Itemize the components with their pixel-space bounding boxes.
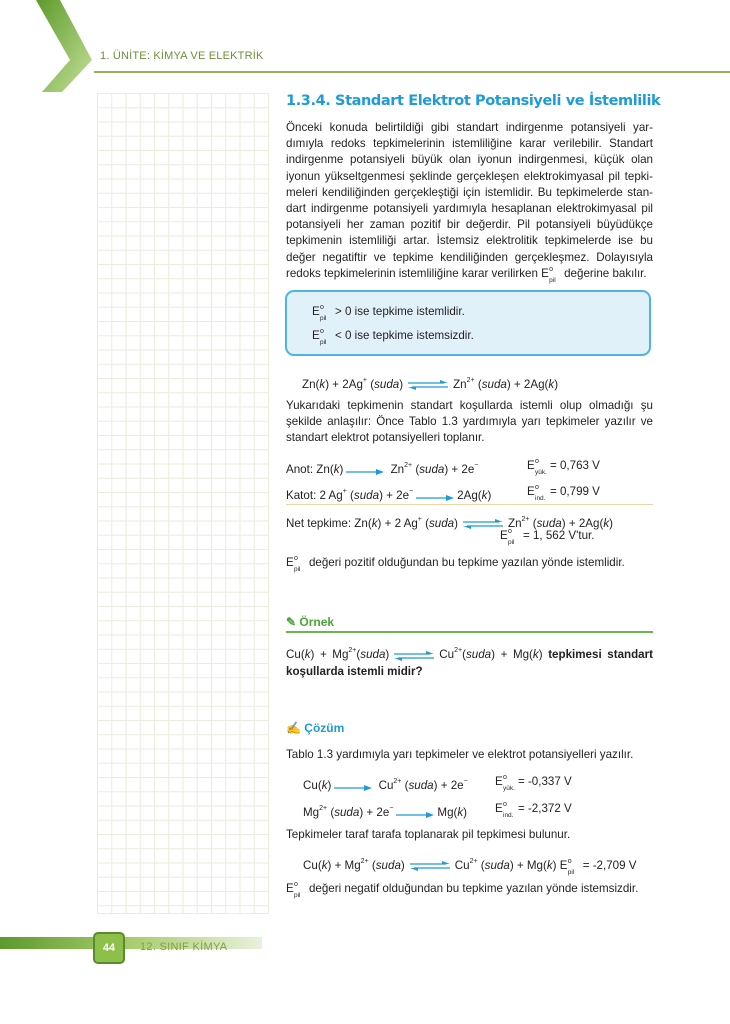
formula-text: suda <box>481 378 507 391</box>
equilibrium-arrow-icon <box>394 650 434 660</box>
text-line: indirgenme potansiyeli büyük olan iyonun indirgenmesi, küçük olan <box>286 153 653 167</box>
formula-text: Katot: 2 Ag <box>286 489 343 502</box>
reduction-half-reaction <box>303 802 467 820</box>
formula-text: = 1, 562 V'tur. <box>519 529 595 542</box>
example-heading <box>286 615 334 629</box>
potential-subscript: yük. <box>503 785 515 792</box>
charge-superscript: 2+ <box>319 805 328 812</box>
formula-text: Cu <box>454 859 470 872</box>
formula-text: k <box>457 806 464 819</box>
potential-subscript: pil <box>508 539 515 546</box>
formula-text: ) <box>454 517 458 530</box>
formula-text: Cu <box>375 779 394 792</box>
degree-mark: o <box>567 858 572 865</box>
conclusion-positive <box>286 555 625 573</box>
text-line: Önceki konuda belirtildiği gibi standart indirgenme potansiyeli yar- <box>286 121 653 134</box>
total-reaction <box>303 855 637 876</box>
charge-superscript: 2+ <box>348 647 357 654</box>
potential-subscript: pil <box>320 339 327 346</box>
text-line: meleri kendiliğinden gerçekleştiği için istemlidir. Bu tepkimelerde stan- <box>286 185 653 199</box>
standard-potential-symbol: E o ind. <box>495 802 515 816</box>
formula-text: ) + Mg <box>327 859 361 872</box>
formula-text: k <box>603 517 610 530</box>
standard-potential-symbol: E o pil <box>286 882 306 896</box>
degree-mark: o <box>503 801 507 808</box>
charge-superscript: + <box>417 516 422 523</box>
formula-text: k <box>481 489 488 502</box>
example-divider <box>286 631 653 633</box>
equilibrium-arrow-icon <box>408 380 448 390</box>
potential-subscript: pil <box>549 276 556 284</box>
formula-text: k <box>548 378 555 391</box>
formula-text: ) <box>400 859 405 872</box>
equilibrium-arrow-icon <box>410 861 450 871</box>
degree-mark: o <box>535 484 539 491</box>
formula-text: redoks tepkimelerinin istemliliğine karar verilirken <box>286 266 542 280</box>
reaction-arrow-icon <box>416 492 454 500</box>
standard-potential-symbol: E o pil <box>560 859 580 873</box>
degree-mark: o <box>535 458 539 465</box>
charge-superscript: − <box>474 462 479 469</box>
formula-text: değeri pozitif olduğundan bu tepkime yazılan yönde istemlidir. <box>305 556 625 569</box>
rule-positive <box>312 304 465 322</box>
formula-text: = -2,372 V <box>514 802 572 815</box>
degree-mark: o <box>549 265 554 273</box>
oxidation-potential <box>495 774 572 792</box>
conclusion-negative <box>286 881 639 899</box>
rule-negative <box>312 328 474 346</box>
formula-text: Cu( <box>286 648 305 661</box>
example-question-line1 <box>286 643 653 663</box>
formula-text: k <box>319 378 326 391</box>
reaction-arrow-icon <box>396 809 434 817</box>
formula-text: ) <box>327 779 332 792</box>
formula-text: ) <box>339 463 344 476</box>
formula-text: Zn <box>453 378 467 391</box>
formula-text: ) + 2e <box>379 489 410 502</box>
formula-text: k <box>371 517 378 530</box>
formula-text: ( <box>368 859 376 872</box>
standard-potential-symbol: E o pil <box>541 266 561 282</box>
text-line <box>286 266 653 282</box>
edit-icon: ✍ <box>286 721 301 735</box>
charge-superscript: + <box>362 377 367 384</box>
potential-subscript: ind. <box>535 495 546 502</box>
formula-text: suda <box>360 648 386 661</box>
formula-text: ) <box>538 648 549 661</box>
charge-superscript: 2+ <box>393 778 402 785</box>
formula-text: suda <box>428 517 455 530</box>
formula-text: ) <box>385 648 390 661</box>
formula-text: ) + 2e <box>433 779 464 792</box>
potential-subscript: pil <box>294 892 301 899</box>
formula-text: Zn <box>387 463 405 476</box>
text-line: Yukarıdaki tepkimenin standart koşullarda istemli olup olmadığı şu <box>286 399 653 412</box>
solution-intro: Tablo 1.3 yardımıyla yarı tepkimeler ve elektrot potansiyelleri yazılır. <box>286 748 634 761</box>
notes-grid-margin <box>97 93 269 914</box>
header-divider <box>94 71 730 73</box>
net-potential <box>500 528 595 546</box>
formula-text: ( <box>412 463 420 476</box>
page-number: 44 <box>93 932 125 964</box>
formula-text: Mg( <box>437 806 458 819</box>
text-line: dımıyla redoks tepkimelerinin istemliliğine karar verilebilir. Standart <box>286 137 653 151</box>
formula-text: > 0 ise tepkime istemlidir. <box>331 305 465 318</box>
text-line: dart indirgenme potansiyeli yardımıyla hesaplanan elektrokimyasal pil <box>286 201 653 215</box>
reaction-arrow-icon <box>346 466 384 474</box>
degree-mark: o <box>320 328 324 335</box>
formula-text: suda <box>408 779 434 792</box>
formula-text: Zn( <box>302 378 320 391</box>
formula-text: suda <box>484 859 510 872</box>
formula-text: suda <box>375 859 401 872</box>
formula-text: Cu <box>439 648 455 661</box>
formula-text: ) <box>463 806 468 819</box>
formula-text: ) + 2Ag <box>325 378 363 391</box>
text-line: standart elektrot potansiyelleri toplanır. <box>286 431 485 445</box>
formula-text: ) + Mg <box>310 648 349 661</box>
formula-text: ( <box>421 517 429 530</box>
formula-text: ) + 2Ag( <box>506 378 549 391</box>
charge-superscript: − <box>409 488 414 495</box>
text-line: iyonun yükseltgenmesi şeklinde gerçekleşen elektrokimyasal pil tepki- <box>286 169 653 183</box>
formula-text: ( <box>529 517 537 530</box>
formula-text: ) <box>554 378 559 391</box>
formula-text: ) + 2e <box>444 463 475 476</box>
formula-text: k <box>321 859 328 872</box>
formula-text: ( <box>327 806 335 819</box>
standard-potential-symbol: E o pil <box>500 529 520 543</box>
formula-text: k <box>546 859 553 872</box>
reaction-arrow-icon <box>334 782 372 790</box>
formula-text: k <box>321 779 328 792</box>
anode-half-reaction <box>286 459 478 477</box>
standard-potential-symbol: E o yük. <box>527 459 547 473</box>
solution-heading <box>286 721 344 735</box>
reduction-potential <box>495 801 572 819</box>
formula-text: Cu( <box>303 859 322 872</box>
anode-potential <box>527 458 600 476</box>
charge-superscript: 2+ <box>466 377 475 384</box>
formula-text: ) <box>487 489 492 502</box>
sum-divider <box>286 504 653 505</box>
potential-subscript: pil <box>567 869 575 876</box>
text-line: şekilde anlaşılır: Önce Tablo 1.3 yardımıyla yarı tepkimeler yazılır ve <box>286 415 653 429</box>
formula-text: suda <box>465 648 492 661</box>
explanation-paragraph <box>286 398 653 447</box>
formula-text: k <box>333 463 340 476</box>
pencil-icon: ✎ <box>286 615 297 629</box>
formula-text: suda <box>353 489 380 502</box>
formula-text: < 0 ise tepkime istemsizdir. <box>331 329 474 342</box>
example-question <box>286 643 653 681</box>
formula-text: ) <box>552 859 560 872</box>
standard-potential-symbol: E o pil <box>286 556 306 570</box>
formula-text: ( <box>356 648 361 661</box>
charge-superscript: 2+ <box>404 462 413 469</box>
text-line: tepkimenin istemliliği artar. İstemsiz elektrolitik tepkimelerde ise bu <box>286 234 653 248</box>
standard-potential-symbol: E o pil <box>312 305 332 319</box>
formula-text: ) <box>609 517 613 530</box>
oxidation-half-reaction <box>303 775 468 793</box>
formula-text: ) + 2 Ag <box>377 517 418 530</box>
charge-superscript: − <box>389 805 394 812</box>
standard-potential-symbol: E o ind. <box>527 485 547 499</box>
charge-superscript: 2+ <box>469 858 478 865</box>
formula-text: k <box>532 648 539 661</box>
example-label: Örnek <box>299 615 335 629</box>
formula-text: ) + Mg( <box>491 648 533 661</box>
formula-text: 2Ag( <box>457 489 482 502</box>
chapter-chevron-decoration <box>0 0 110 100</box>
formula-text: Cu( <box>303 779 322 792</box>
formula-text: ) + 2e <box>359 806 390 819</box>
charge-superscript: + <box>342 488 347 495</box>
formula-text: ) + Mg( <box>509 859 547 872</box>
example-question-line2: koşullarda istemli midir? <box>286 665 423 678</box>
degree-mark: o <box>294 555 298 562</box>
degree-mark: o <box>503 774 507 781</box>
formula-text: ( <box>477 859 485 872</box>
formula-text: ( <box>474 378 482 391</box>
charge-superscript: 2+ <box>360 858 369 865</box>
section-title: 1.3.4. Standart Elektrot Potansiyeli ve İstemlilik <box>286 93 661 109</box>
standard-potential-symbol: E o pil <box>312 329 332 343</box>
formula-text: ( <box>462 648 466 661</box>
potential-subscript: pil <box>294 566 301 573</box>
formula-text: Net tepkime: Zn( <box>286 517 372 530</box>
solution-label: Çözüm <box>304 721 345 735</box>
formula-text: = 0,763 V <box>546 459 600 472</box>
formula-text: tepkimesi standart <box>548 648 654 661</box>
formula-text: suda <box>374 378 400 391</box>
potential-subscript: pil <box>320 315 327 322</box>
formula-text: değeri negatif olduğundan bu tepkime yazılan yönde istemsizdir. <box>305 882 639 895</box>
charge-superscript: 2+ <box>521 516 530 523</box>
degree-mark: o <box>508 528 512 535</box>
intro-paragraph <box>286 120 653 282</box>
potential-subscript: yük. <box>535 469 547 476</box>
formula-text: = 0,799 V <box>546 485 600 498</box>
formula-text: k <box>304 648 311 661</box>
degree-mark: o <box>294 881 298 888</box>
formula-text: ) <box>399 378 404 391</box>
standard-potential-symbol: E o yük. <box>495 775 515 789</box>
formula-text: Mg <box>303 806 320 819</box>
unit-header: 1. ÜNİTE: KİMYA VE ELEKTRİK <box>100 50 264 62</box>
book-title: 12. SINIF KİMYA <box>140 941 228 953</box>
formula-text: Zn <box>508 517 522 530</box>
sum-text: Tepkimeler taraf tarafa toplanarak pil tepkimesi bulunur. <box>286 828 571 841</box>
formula-text: ( <box>366 378 375 391</box>
potential-subscript: ind. <box>503 812 514 819</box>
charge-superscript: − <box>463 778 468 785</box>
formula-text: = -0,337 V <box>514 775 572 788</box>
formula-text: ( <box>346 489 354 502</box>
cathode-half-reaction <box>286 485 491 503</box>
text-line: potansiyeli her zaman pozitif bir değerdir. Pil potansiyeli büyüdükçe <box>286 218 653 232</box>
formula-text: değerine bakılır. <box>560 266 647 280</box>
formula-text: suda <box>334 806 360 819</box>
formula-text: suda <box>536 517 562 530</box>
formula-text: Anot: Zn( <box>286 463 334 476</box>
formula-text: ) + 2Ag( <box>561 517 604 530</box>
spontaneity-rule-box <box>285 290 651 356</box>
degree-mark: o <box>320 304 324 311</box>
text-line: değer negatiftir ve tepkime kendiliğinden gerçekleşmez. Dolayısıyla <box>286 250 653 264</box>
reaction-equation <box>302 374 558 392</box>
formula-text: ( <box>401 779 409 792</box>
formula-text: = -2,709 V <box>579 859 637 872</box>
formula-text: suda <box>419 463 445 476</box>
cathode-potential <box>527 484 600 502</box>
charge-superscript: 2+ <box>454 647 463 654</box>
equilibrium-arrow-icon <box>463 519 503 529</box>
